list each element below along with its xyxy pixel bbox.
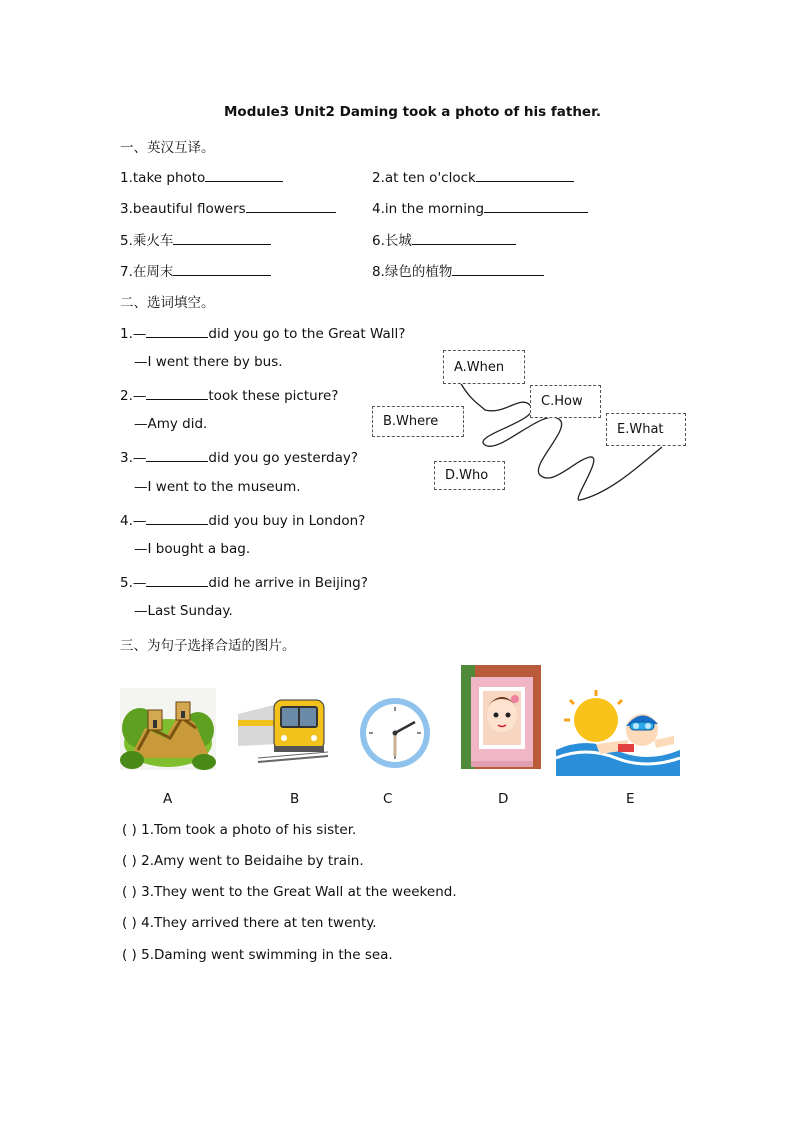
match-sentence-5: [122, 947, 393, 963]
answer-blank[interactable]: [146, 572, 208, 587]
answer-1: —I went there by bus.: [134, 354, 283, 370]
question-number: 2.—: [120, 388, 147, 404]
sentence-text: 5.Daming went swimming in the sea.: [141, 947, 393, 963]
option-where: [372, 406, 464, 437]
sentence-text: 2.Amy went to Beidaihe by train.: [141, 853, 364, 869]
question-5: [120, 572, 368, 591]
answer-blank[interactable]: [173, 230, 271, 245]
clock-icon: [355, 695, 435, 771]
answer-bracket[interactable]: ( ): [122, 915, 137, 931]
answer-blank[interactable]: [412, 230, 516, 245]
swimming-boy-icon: [556, 688, 680, 776]
sentence-text: 3.They went to the Great Wall at the weekend.: [141, 884, 457, 900]
translate-item-8: [372, 260, 544, 280]
answer-blank[interactable]: [484, 198, 588, 213]
option-when: [443, 350, 525, 384]
match-sentence-2: [122, 853, 364, 869]
option-label: E.What: [617, 422, 664, 437]
item-text: 1.take photo: [120, 170, 206, 186]
section1-heading: 一、英汉互译。: [120, 140, 215, 156]
answer-bracket[interactable]: ( ): [122, 947, 137, 963]
answer-bracket[interactable]: ( ): [122, 853, 137, 869]
answer-bracket[interactable]: ( ): [122, 822, 137, 838]
section2-heading: 二、选词填空。: [120, 295, 215, 311]
question-text: took these picture?: [208, 388, 339, 404]
picture-letter-c: C: [383, 791, 393, 807]
train-icon: [238, 694, 328, 766]
match-sentence-1: [122, 822, 356, 838]
answer-blank[interactable]: [173, 261, 271, 276]
translate-item-6: [372, 229, 516, 249]
question-text: did you buy in London?: [208, 513, 366, 529]
picture-letter-d: D: [498, 791, 509, 807]
item-text: 2.at ten o'clock: [372, 170, 476, 186]
picture-letter-a: A: [163, 791, 173, 807]
option-how: [530, 385, 601, 418]
picture-letter-e: E: [626, 791, 635, 807]
item-text: 6.长城: [372, 233, 412, 249]
option-what: [606, 413, 686, 446]
translate-item-1: [120, 167, 283, 186]
option-label: D.Who: [445, 468, 489, 483]
translate-item-2: [372, 167, 574, 186]
answer-blank[interactable]: [452, 261, 544, 276]
question-text: did you go yesterday?: [208, 450, 359, 466]
answer-5: —Last Sunday.: [134, 603, 233, 619]
item-text: 3.beautiful flowers: [120, 201, 246, 217]
answer-blank[interactable]: [476, 167, 574, 182]
sentence-text: 1.Tom took a photo of his sister.: [141, 822, 357, 838]
question-text: did you go to the Great Wall?: [208, 326, 406, 342]
option-label: A.When: [454, 359, 505, 375]
answer-blank[interactable]: [146, 323, 208, 338]
option-label: C.How: [541, 394, 583, 409]
question-2: [120, 385, 338, 404]
item-text: 5.乘火车: [120, 233, 174, 249]
page-title: Module3 Unit2 Daming took a photo of his father.: [224, 104, 601, 120]
answer-blank[interactable]: [146, 510, 208, 525]
question-number: 1.—: [120, 326, 147, 342]
match-sentence-3: [122, 884, 457, 900]
question-1: [120, 323, 405, 342]
sentence-text: 4.They arrived there at ten twenty.: [141, 915, 377, 931]
picture-letter-b: B: [290, 791, 300, 807]
item-text: 7.在周末: [120, 264, 174, 280]
great-wall-icon: [120, 688, 216, 770]
question-text: did he arrive in Beijing?: [208, 575, 368, 591]
item-text: 4.in the morning: [372, 201, 485, 217]
answer-blank[interactable]: [205, 167, 283, 182]
answer-4: —I bought a bag.: [134, 541, 251, 557]
question-number: 5.—: [120, 575, 147, 591]
question-3: [120, 447, 358, 466]
answer-blank[interactable]: [146, 385, 208, 400]
option-who: [434, 461, 505, 490]
item-text: 8.绿色的植物: [372, 264, 453, 280]
translate-item-3: [120, 198, 336, 217]
question-number: 3.—: [120, 450, 147, 466]
photo-frame-icon: [461, 665, 541, 769]
question-4: [120, 510, 365, 529]
option-label: B.Where: [383, 414, 439, 429]
answer-3: —I went to the museum.: [134, 479, 301, 495]
answer-2: —Amy did.: [134, 416, 208, 432]
answer-blank[interactable]: [246, 198, 336, 213]
translate-item-4: [372, 198, 588, 217]
question-number: 4.—: [120, 513, 147, 529]
answer-bracket[interactable]: ( ): [122, 884, 137, 900]
translate-item-7: [120, 260, 271, 280]
match-sentence-4: [122, 915, 377, 931]
translate-item-5: [120, 229, 271, 249]
answer-blank[interactable]: [146, 447, 208, 462]
section3-heading: 三、为句子选择合适的图片。: [120, 638, 296, 654]
